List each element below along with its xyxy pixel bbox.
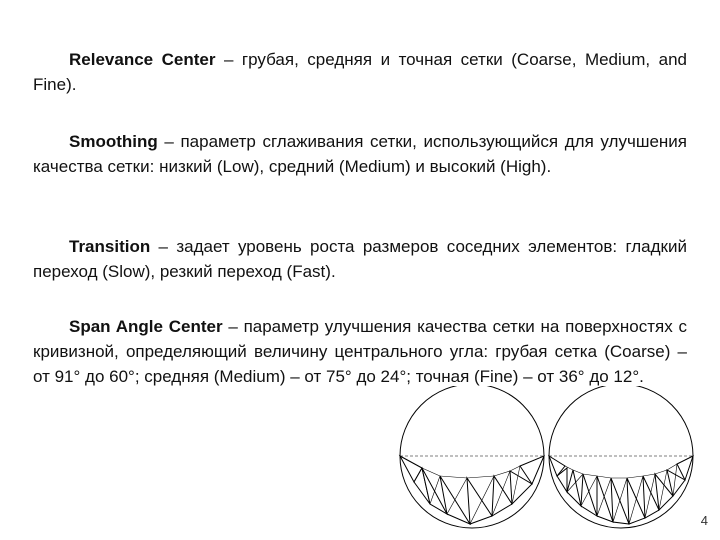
definition-span-angle-center: – параметр улучшения качества сетки на поверхностях с кривизной, определяющий величину центрального угла: грубая сетка (Coarse) – от 91° до 60°; средняя (Medium) – от 75° до 24°; точная (Fine) – от 36° до 12°.: [33, 317, 687, 386]
term-span-angle-center: Span Angle Center: [69, 317, 223, 336]
definition-transition: – задает уровень роста размеров соседних элементов: гладкий переход (Slow), резкий переход (Fast).: [33, 237, 687, 281]
paragraph-relevance-center: [33, 47, 687, 97]
coarse-mesh-figure: [392, 386, 552, 531]
fine-mesh-figure: [545, 386, 697, 531]
definition-smoothing: – параметр сглаживания сетки, использующийся для улучшения качества сетки: низкий (Low), средний (Medium) и высокий (High).: [33, 132, 687, 176]
term-smoothing: Smoothing: [69, 132, 158, 151]
page-number: 4: [700, 513, 708, 528]
term-relevance-center: Relevance Center: [69, 50, 216, 69]
paragraph-span-angle-center: [33, 314, 687, 389]
term-transition: Transition: [69, 237, 151, 256]
paragraph-transition: [33, 234, 687, 284]
definition-relevance-center: – грубая, средняя и точная сетки (Coarse, Medium, and Fine).: [33, 50, 687, 94]
paragraph-smoothing: [33, 129, 687, 179]
